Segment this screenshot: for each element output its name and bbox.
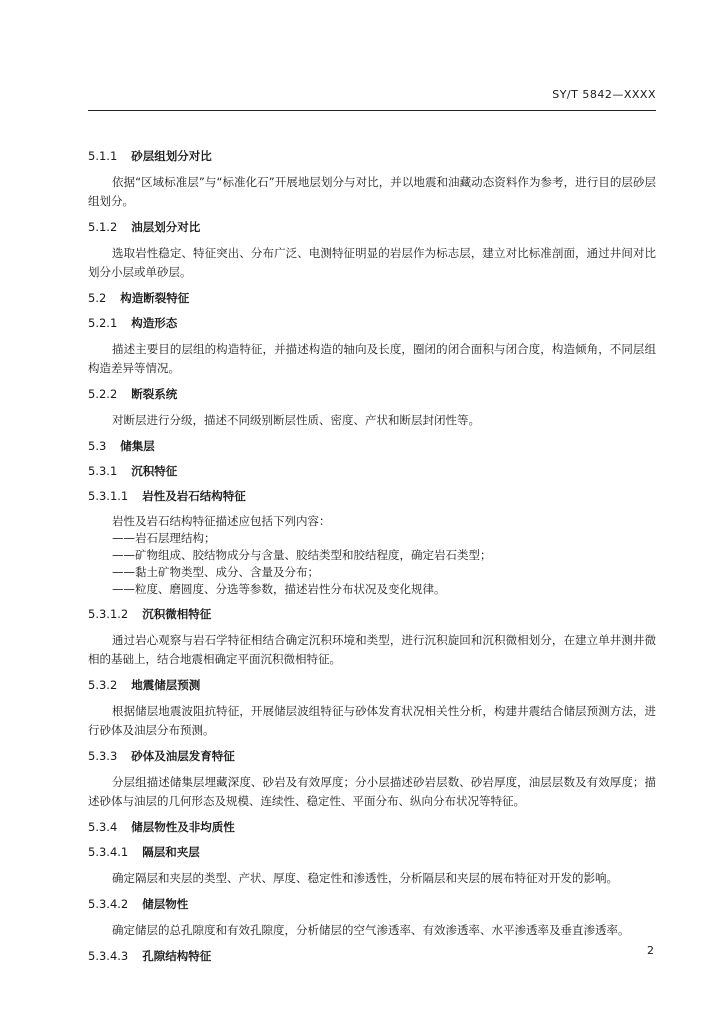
section-number: 5.3.2 [88,678,118,692]
section-title: 隔层和夹层 [142,845,200,859]
page-number: 2 [647,944,654,957]
section-number: 5.1.1 [88,149,118,163]
list-item: 岩性及岩石结构特征描述应包括下列内容： [112,514,331,528]
section-number: 5.3.3 [88,749,118,763]
section-number: 5.1.2 [88,220,118,234]
section-title: 储层物性 [142,897,189,911]
section-number: 5.3.4.1 [88,845,129,859]
section-heading [88,844,656,860]
section-heading [88,148,656,164]
section-title: 砂体及油层发育特征 [131,749,235,763]
section-heading [88,438,656,454]
section-number: 5.3.4 [88,820,118,834]
section-number: 5.3.1.1 [88,489,129,503]
content-list [88,513,656,598]
section-title: 构造形态 [131,316,178,330]
section-title: 沉积微相特征 [142,607,212,621]
list-item: ——粒度、磨圆度、分选等参数，描述岩性分布状况及变化规律。 [112,582,446,596]
section-number: 5.3 [88,439,107,453]
header-divider [88,110,656,111]
section-title: 构造断裂特征 [120,291,190,305]
section-title: 岩性及岩石结构特征 [142,489,246,503]
section-heading [88,819,656,835]
section-heading [88,386,656,402]
section-title: 储层物性及非均质性 [131,820,235,834]
paragraph: 选取岩性稳定、特征突出、分布广泛、电测特征明显的岩层作为标志层，建立对比标准剖面，通过井间对比划分小层或单砂层。 [88,246,656,279]
section-number: 5.3.1.2 [88,607,129,621]
list-item: ——岩石层理结构； [112,531,216,545]
section-number: 5.2 [88,291,107,305]
document-code: SY/T 5842—XXXX [552,88,656,101]
paragraph: 根据储层地震波阻抗特征，开展储层波组特征与砂体发育状况相关性分析，构建井震结合储层预测方法，进行砂体及油层分布预测。 [88,704,656,737]
section-title: 沉积特征 [131,464,178,478]
section-number: 5.3.1 [88,464,118,478]
section-heading [88,315,656,331]
section-number: 5.3.4.2 [88,897,129,911]
paragraph: 通过岩心观察与岩石学特征相结合确定沉积环境和类型，进行沉积旋回和沉积微相划分，在建立单井测井微相的基础上，结合地震相确定平面沉积微相特征。 [88,633,656,666]
section-number: 5.2.2 [88,387,118,401]
paragraph: 对断层进行分级，描述不同级别断层性质、密度、产状和断层封闭性等。 [112,413,480,427]
section-heading [88,488,656,504]
paragraph: 依据“区域标准层”与“标准化石”开展地层划分与对比，并以地震和油藏动态资料作为参考，进行目的层砂层组划分。 [88,175,656,208]
section-heading [88,677,656,693]
section-title: 砂层组划分对比 [131,149,212,163]
section-heading [88,896,656,912]
section-heading [88,606,656,622]
section-heading [88,219,656,235]
section-title: 孔隙结构特征 [142,949,212,963]
section-title: 储集层 [120,439,155,453]
section-title: 油层划分对比 [131,220,201,234]
section-heading [88,948,656,964]
paragraph: 确定储层的总孔隙度和有效孔隙度，分析储层的空气渗透率、有效渗透率、水平渗透率及垂直渗透率。 [112,923,630,937]
section-heading [88,463,656,479]
section-number: 5.3.4.3 [88,949,129,963]
section-title: 断裂系统 [131,387,178,401]
list-item: ——黏土矿物类型、成分、含量及分布； [112,565,319,579]
section-number: 5.2.1 [88,316,118,330]
paragraph: 确定隔层和夹层的类型、产状、厚度、稳定性和渗透性，分析隔层和夹层的展布特征对开发的影响。 [112,871,618,885]
section-heading [88,290,656,306]
paragraph: 分层组描述储集层埋藏深度、砂岩及有效厚度；分小层描述砂岩层数、砂岩厚度，油层层数及有效厚度；描述砂体与油层的几何形态及规模、连续性、稳定性、平面分布、纵向分布状况等特征。 [88,775,656,808]
paragraph: 描述主要目的层组的构造特征，并描述构造的轴向及长度，圈闭的闭合面积与闭合度，构造倾角，不同层组构造差异等情况。 [88,342,656,375]
document-body [88,148,656,973]
list-item: ——矿物组成、胶结物成分与含量、胶结类型和胶结程度，确定岩石类型； [112,548,492,562]
section-heading [88,748,656,764]
section-title: 地震储层预测 [131,678,201,692]
